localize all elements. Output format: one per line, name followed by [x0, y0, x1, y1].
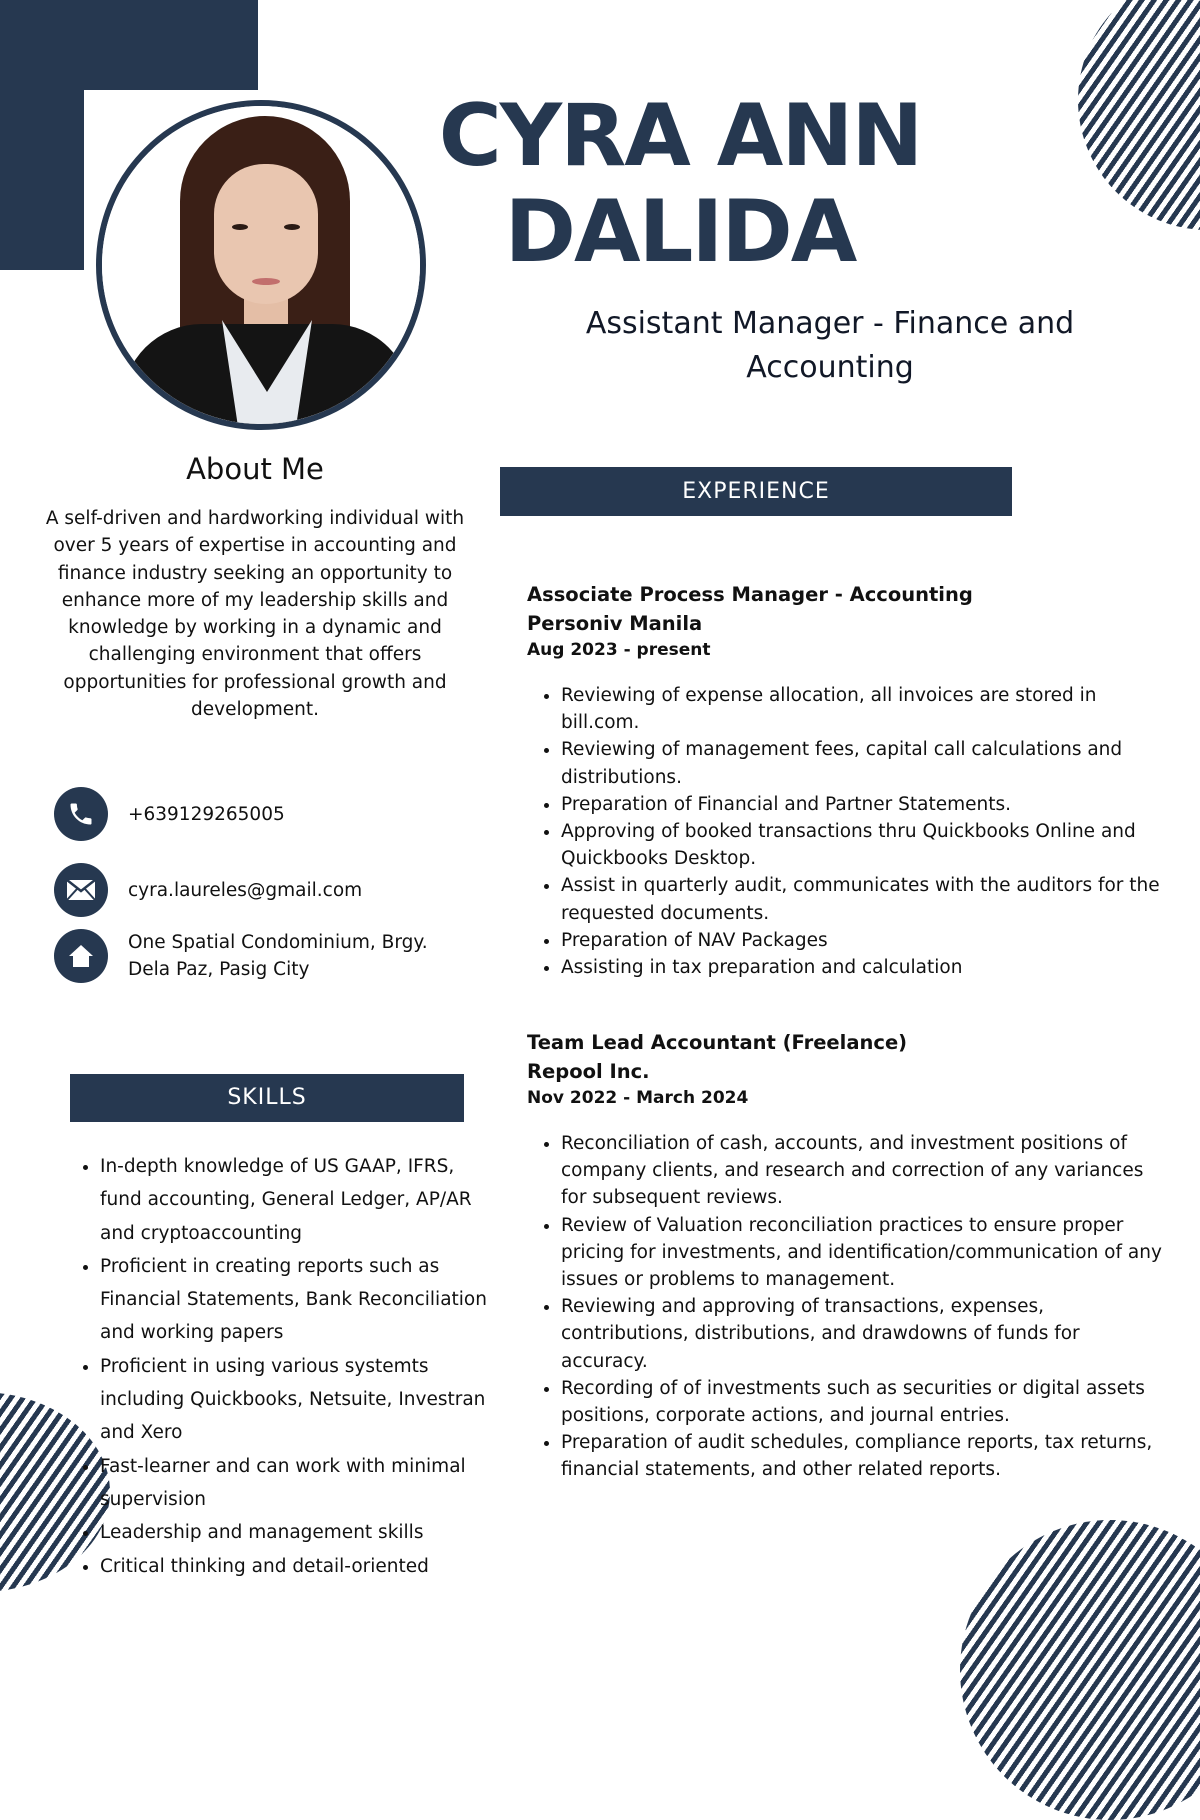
job-entry	[527, 1028, 1167, 1484]
duty-item: • Preparation of Financial and Partner Statements.	[561, 791, 1167, 818]
duty-item: • Approving of booked transactions thru Quickbooks Online and Quickbooks Desktop.	[561, 818, 1167, 872]
contact-address	[54, 929, 458, 983]
contact-phone	[54, 787, 285, 841]
about-heading: About Me	[186, 452, 324, 486]
profile-photo	[96, 100, 426, 430]
skill-item: • Proficient in creating reports such as Financial Statements, Bank Reconciliation and working papers	[100, 1250, 490, 1350]
home-icon	[54, 929, 108, 983]
email-address: cyra.laureles@gmail.com	[128, 879, 363, 901]
address-text: One Spatial Condominium, Brgy. Dela Paz, Pasig City	[128, 932, 428, 980]
duty-item: • Assist in quarterly audit, communicates with the auditors for the requested documents.	[561, 872, 1167, 926]
envelope-icon	[54, 863, 108, 917]
duty-item: • Reviewing of expense allocation, all invoices are stored in bill.com.	[561, 682, 1167, 736]
job-role: Team Lead Accountant (Freelance)	[527, 1031, 908, 1054]
duty-item: • Reconciliation of cash, accounts, and investment positions of company clients, and research and correction of any variances for subsequent reviews.	[561, 1130, 1167, 1212]
phone-number: +639129265005	[128, 803, 285, 825]
duty-item: • Review of Valuation reconciliation practices to ensure proper pricing for investments, and identification/communication of any issues or problems to management.	[561, 1212, 1167, 1294]
skills-heading: SKILLS	[70, 1074, 464, 1122]
duty-item: • Preparation of NAV Packages	[561, 927, 1167, 954]
contact-email	[54, 863, 362, 917]
job-company: Personiv Manila	[527, 612, 703, 635]
skill-item: • Fast-learner and can work with minimal supervision	[100, 1450, 490, 1517]
skill-item: • Critical thinking and detail-oriented	[100, 1550, 490, 1583]
corner-decoration-vertical	[0, 0, 84, 270]
skill-item: • In-depth knowledge of US GAAP, IFRS, fund accounting, General Ledger, AP/AR and cryptoaccounting	[100, 1150, 490, 1250]
job-dates: Aug 2023 - present	[527, 640, 711, 660]
job-title: Assistant Manager - Finance and Accounting	[585, 306, 1075, 385]
skill-item: • Proficient in using various systemts including Quickbooks, Netsuite, Investran and Xero	[100, 1350, 490, 1450]
about-text: A self-driven and hardworking individual with over 5 years of expertise in accounting and finance industry seeking an opportunity to enhance more of my leadership skills and knowledge by working in a dynamic and challenging environment that offers opportunities for professional growth and development.	[45, 508, 465, 721]
skills-list	[74, 1150, 490, 1583]
name-line-1: CYRA ANN	[438, 86, 922, 186]
duty-item: • Reviewing of management fees, capital call calculations and distributions.	[561, 736, 1167, 790]
duty-item: • Recording of of investments such as securities or digital assets positions, corporate actions, and journal entries.	[561, 1375, 1167, 1429]
job-duties	[527, 682, 1167, 981]
name-line-2: DALIDA	[504, 182, 856, 282]
striped-circle-top-right	[1078, 0, 1200, 230]
duty-item: • Reviewing and approving of transactions, expenses, contributions, distributions, and drawdowns of funds for accuracy.	[561, 1293, 1167, 1375]
job-duties	[527, 1130, 1167, 1484]
job-role: Associate Process Manager - Accounting	[527, 583, 973, 606]
skill-item: • Leadership and management skills	[100, 1516, 490, 1549]
job-entry	[527, 580, 1167, 981]
job-dates: Nov 2022 - March 2024	[527, 1088, 749, 1108]
candidate-name	[400, 88, 960, 280]
striped-circle-bottom-right	[960, 1520, 1200, 1820]
duty-item: • Preparation of audit schedules, compliance reports, tax returns, financial statements, and other related reports.	[561, 1429, 1167, 1483]
duty-item: • Assisting in tax preparation and calculation	[561, 954, 1167, 981]
job-company: Repool Inc.	[527, 1060, 650, 1083]
phone-icon	[54, 787, 108, 841]
experience-heading: EXPERIENCE	[500, 467, 1012, 516]
